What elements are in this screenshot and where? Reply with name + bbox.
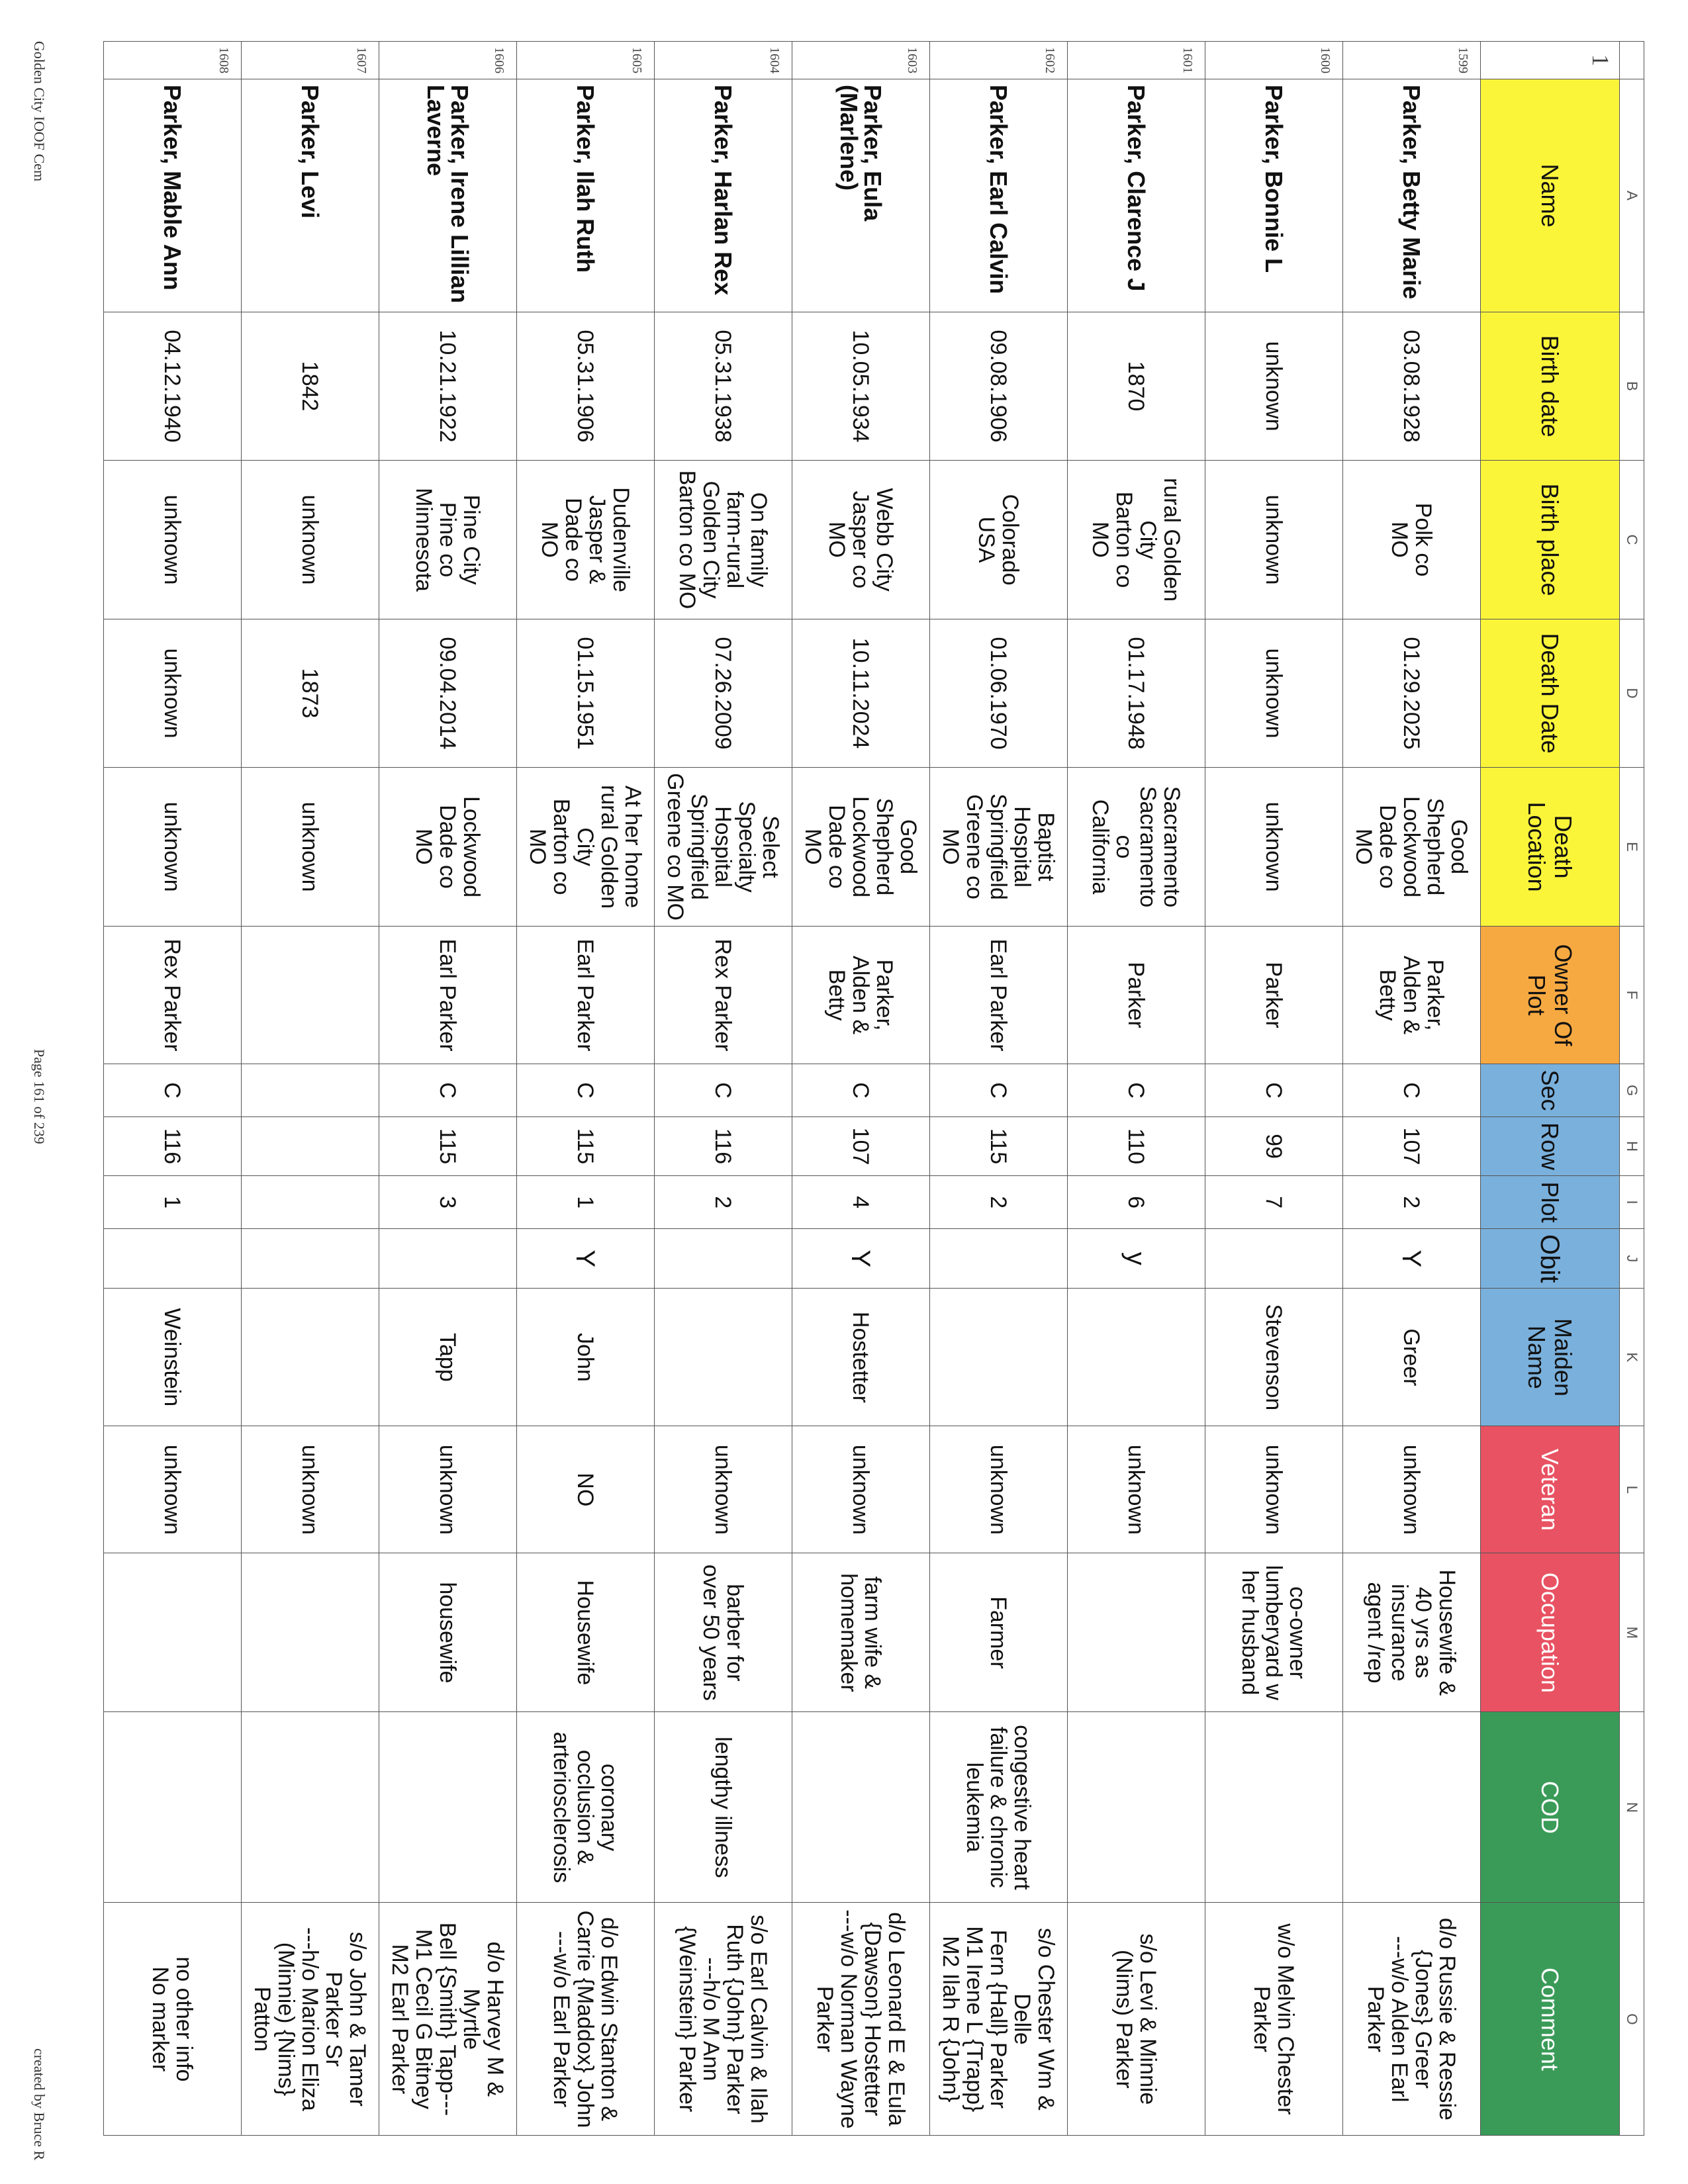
cell-death-date: 01.17.1948 — [1068, 619, 1205, 768]
cell-death-date: 10.11.2024 — [792, 619, 930, 768]
cell-name: Parker, Clarence J — [1068, 79, 1205, 312]
cell-occupation: Farmer — [930, 1553, 1068, 1712]
header-death-location: Death Location — [1481, 768, 1620, 927]
cell-birth-place: unknown — [1205, 461, 1343, 619]
cell-comment: d/o Edwin Stanton & Carrie {Maddox} John ---w/o Earl Parker — [517, 1903, 655, 2136]
cell-birth-place: On family farm-rural Golden City Barton co MO — [655, 461, 792, 619]
cell-cod — [104, 1712, 242, 1903]
cell-sec: C — [930, 1064, 1068, 1117]
column-letter-G: G — [1620, 1064, 1644, 1117]
cell-row: 107 — [792, 1117, 930, 1176]
column-letter-D: D — [1620, 619, 1644, 768]
cell-row: 99 — [1205, 1117, 1343, 1176]
cell-death-date: 09.04.2014 — [379, 619, 517, 768]
cell-maiden-name: John — [517, 1289, 655, 1426]
cell-owner-of-plot: Rex Parker — [104, 927, 242, 1064]
cell-maiden-name: Hostetter — [792, 1289, 930, 1426]
column-letter-C: C — [1620, 461, 1644, 619]
cell-occupation: housewife — [379, 1553, 517, 1712]
row-number-header: 1 — [1481, 42, 1620, 79]
cell-death-location: Baptist Hospital Springfield Greene co MO — [930, 768, 1068, 927]
cell-death-date: 01.29.2025 — [1343, 619, 1481, 768]
row-number: 1605 — [517, 42, 655, 79]
cell-plot: 7 — [1205, 1176, 1343, 1229]
page-number: Page 161 of 239 — [31, 1049, 48, 1144]
header-occupation: Occupation — [1481, 1553, 1620, 1712]
cell-plot: 6 — [1068, 1176, 1205, 1229]
cell-owner-of-plot: Parker — [1205, 927, 1343, 1064]
column-letter-row — [1620, 42, 1644, 2136]
cell-sec: C — [379, 1064, 517, 1117]
cell-sec: C — [517, 1064, 655, 1117]
cell-owner-of-plot: Parker, Alden & Betty — [792, 927, 930, 1064]
table-row — [792, 42, 930, 2136]
cell-birth-date: 10.05.1934 — [792, 312, 930, 461]
header-owner-of-plot: Owner Of Plot — [1481, 927, 1620, 1064]
cell-cod — [1343, 1712, 1481, 1903]
cell-obit — [104, 1229, 242, 1289]
cell-death-date: 01.15.1951 — [517, 619, 655, 768]
cell-plot: 1 — [517, 1176, 655, 1229]
cell-cod — [1205, 1712, 1343, 1903]
cell-death-location: Sacramento Sacramento co California — [1068, 768, 1205, 927]
cell-veteran: unknown — [930, 1426, 1068, 1553]
row-number: 1603 — [792, 42, 930, 79]
cell-name: Parker, Bonnie L — [1205, 79, 1343, 312]
row-number: 1600 — [1205, 42, 1343, 79]
cell-row: 115 — [517, 1117, 655, 1176]
row-number: 1599 — [1343, 42, 1481, 79]
header-sec: Sec — [1481, 1064, 1620, 1117]
cell-sec: C — [655, 1064, 792, 1117]
cell-veteran: unknown — [104, 1426, 242, 1553]
header-obit: Obit — [1481, 1229, 1620, 1289]
cell-death-date: unknown — [104, 619, 242, 768]
cell-sec — [242, 1064, 379, 1117]
header-comment: Comment — [1481, 1903, 1620, 2136]
column-letter-H: H — [1620, 1117, 1644, 1176]
cell-birth-place: unknown — [242, 461, 379, 619]
cell-occupation — [1068, 1553, 1205, 1712]
cell-comment: s/o Chester Wm & Delle Fern {Hall} Parker M1 Irene L {Trapp} M2 Ilah R {John} — [930, 1903, 1068, 2136]
cell-veteran: unknown — [655, 1426, 792, 1553]
cell-birth-date: 03.08.1928 — [1343, 312, 1481, 461]
cell-plot: 3 — [379, 1176, 517, 1229]
cell-obit — [379, 1229, 517, 1289]
cell-comment: d/o Harvey M & Myrtle Bell {Smith} Tapp--- M1 Cecil G Bitney M2 Earl Parker — [379, 1903, 517, 2136]
cell-owner-of-plot: Parker — [1068, 927, 1205, 1064]
header-veteran: Veteran — [1481, 1426, 1620, 1553]
cell-maiden-name: Stevenson — [1205, 1289, 1343, 1426]
cell-comment: d/o Russie & Ressie {Jones} Greer ---w/o Alden Earl Parker — [1343, 1903, 1481, 2136]
row-number: 1602 — [930, 42, 1068, 79]
cell-maiden-name — [1068, 1289, 1205, 1426]
column-letter-J: J — [1620, 1229, 1644, 1289]
header-row: Row — [1481, 1117, 1620, 1176]
cell-comment: no other info No marker — [104, 1903, 242, 2136]
table-row — [1068, 42, 1205, 2136]
cell-comment: d/o Leonard E & Eula {Dawson} Hostetter ---w/o Norman Wayne Parker — [792, 1903, 930, 2136]
cell-maiden-name — [242, 1289, 379, 1426]
cell-death-location: Good Shepherd Lockwood Dade co MO — [1343, 768, 1481, 927]
cell-birth-date: 1842 — [242, 312, 379, 461]
cell-obit: y — [1068, 1229, 1205, 1289]
cell-birth-place: Pine City Pine co Minnesota — [379, 461, 517, 619]
column-letter-A: A — [1620, 79, 1644, 312]
cell-obit: Y — [792, 1229, 930, 1289]
cell-owner-of-plot: Parker, Alden & Betty — [1343, 927, 1481, 1064]
cell-birth-date: 05.31.1906 — [517, 312, 655, 461]
row-number: 1604 — [655, 42, 792, 79]
column-letter-O: O — [1620, 1903, 1644, 2136]
cell-comment: s/o Levi & Minnie (Nims) Parker — [1068, 1903, 1205, 2136]
cell-occupation: farm wife & homemaker — [792, 1553, 930, 1712]
cell-death-location: Good Shepherd Lockwood Dade co MO — [792, 768, 930, 927]
cell-name: Parker, Eula (Marlene) — [792, 79, 930, 312]
column-letter-I: I — [1620, 1176, 1644, 1229]
cell-row: 116 — [655, 1117, 792, 1176]
cell-comment: s/o John & Tamer Parker Sr ---h/o Marion Eliza (Minnie) {Nims} Patton — [242, 1903, 379, 2136]
row-number: 1608 — [104, 42, 242, 79]
cell-owner-of-plot: Earl Parker — [930, 927, 1068, 1064]
cell-death-location: At her home rural Golden City Barton co MO — [517, 768, 655, 927]
cell-cod: coronary occlusion & arteriosclerosis — [517, 1712, 655, 1903]
cell-sec: C — [792, 1064, 930, 1117]
cell-obit: Y — [517, 1229, 655, 1289]
cell-name: Parker, Ilah Ruth — [517, 79, 655, 312]
table-row — [655, 42, 792, 2136]
table-row — [1343, 42, 1481, 2136]
cell-occupation: Housewife & 40 yrs as insurance agent /rep — [1343, 1553, 1481, 1712]
cell-obit: Y — [1343, 1229, 1481, 1289]
cell-birth-date: unknown — [1205, 312, 1343, 461]
header-maiden-name: Maiden Name — [1481, 1289, 1620, 1426]
cell-name: Parker, Betty Marie — [1343, 79, 1481, 312]
cell-cod — [1068, 1712, 1205, 1903]
cell-birth-date: 05.31.1938 — [655, 312, 792, 461]
cell-plot: 2 — [655, 1176, 792, 1229]
cell-obit — [242, 1229, 379, 1289]
header-plot: Plot — [1481, 1176, 1620, 1229]
cell-death-date: unknown — [1205, 619, 1343, 768]
cell-occupation: Housewife — [517, 1553, 655, 1712]
cell-owner-of-plot: Earl Parker — [379, 927, 517, 1064]
cell-maiden-name — [655, 1289, 792, 1426]
row-number: 1601 — [1068, 42, 1205, 79]
cell-obit — [655, 1229, 792, 1289]
cell-name: Parker, Earl Calvin — [930, 79, 1068, 312]
table-row — [104, 42, 242, 2136]
cell-veteran: unknown — [1068, 1426, 1205, 1553]
cell-row: 110 — [1068, 1117, 1205, 1176]
cell-name: Parker, Mable Ann — [104, 79, 242, 312]
cell-maiden-name — [930, 1289, 1068, 1426]
cell-plot: 2 — [1343, 1176, 1481, 1229]
cell-veteran: unknown — [379, 1426, 517, 1553]
cell-birth-date: 09.08.1906 — [930, 312, 1068, 461]
cell-death-date: 1873 — [242, 619, 379, 768]
cell-obit — [930, 1229, 1068, 1289]
cell-cod — [792, 1712, 930, 1903]
cell-veteran: NO — [517, 1426, 655, 1553]
cell-veteran: unknown — [1205, 1426, 1343, 1553]
column-letter-K: K — [1620, 1289, 1644, 1426]
cell-cod: congestive heart failure & chronic leukemia — [930, 1712, 1068, 1903]
cell-death-date: 01.06.1970 — [930, 619, 1068, 768]
cell-plot — [242, 1176, 379, 1229]
table-row — [930, 42, 1068, 2136]
header-cod: COD — [1481, 1712, 1620, 1903]
cell-name: Parker, Levi — [242, 79, 379, 312]
cell-cod — [379, 1712, 517, 1903]
cell-owner-of-plot: Rex Parker — [655, 927, 792, 1064]
footer-credit: created by Bruce R — [31, 2048, 48, 2161]
cell-row: 107 — [1343, 1117, 1481, 1176]
column-letter-E: E — [1620, 768, 1644, 927]
cell-owner-of-plot: Earl Parker — [517, 927, 655, 1064]
cell-veteran: unknown — [1343, 1426, 1481, 1553]
table-row — [1205, 42, 1343, 2136]
cell-comment: w/o Melvin Chester Parker — [1205, 1903, 1343, 2136]
cell-death-date: 07.26.2009 — [655, 619, 792, 768]
cell-row: 115 — [930, 1117, 1068, 1176]
cell-plot: 4 — [792, 1176, 930, 1229]
cell-owner-of-plot — [242, 927, 379, 1064]
cell-occupation — [242, 1553, 379, 1712]
cell-birth-date: 1870 — [1068, 312, 1205, 461]
header-row — [1481, 42, 1620, 2136]
cell-maiden-name: Greer — [1343, 1289, 1481, 1426]
cell-row: 115 — [379, 1117, 517, 1176]
column-letter-N: N — [1620, 1712, 1644, 1903]
cell-birth-place: rural Golden City Barton co MO — [1068, 461, 1205, 619]
column-letter-B: B — [1620, 312, 1644, 461]
cell-birth-place: Webb City Jasper co MO — [792, 461, 930, 619]
cell-sec: C — [104, 1064, 242, 1117]
cell-death-location: Lockwood Dade co MO — [379, 768, 517, 927]
cell-death-location: Select Specialty Hospital Springfield Greene co MO — [655, 768, 792, 927]
cell-row — [242, 1117, 379, 1176]
column-letter-L: L — [1620, 1426, 1644, 1553]
row-number: 1607 — [242, 42, 379, 79]
cell-cod: lengthy illness — [655, 1712, 792, 1903]
cell-obit — [1205, 1229, 1343, 1289]
cell-row: 116 — [104, 1117, 242, 1176]
row-number: 1606 — [379, 42, 517, 79]
footer-title: Golden City IOOF Cem — [31, 41, 48, 182]
cell-birth-place: Polk co MO — [1343, 461, 1481, 619]
cell-birth-place: Colorado USA — [930, 461, 1068, 619]
cell-maiden-name: Weinstein — [104, 1289, 242, 1426]
cell-veteran: unknown — [792, 1426, 930, 1553]
cell-veteran: unknown — [242, 1426, 379, 1553]
cell-birth-place: Dudenville Jasper & Dade co MO — [517, 461, 655, 619]
cell-death-location: unknown — [1205, 768, 1343, 927]
burial-records-table — [103, 41, 1644, 2136]
column-letter-F: F — [1620, 927, 1644, 1064]
cell-plot: 1 — [104, 1176, 242, 1229]
cell-occupation: co-owner lumberyard w her husband — [1205, 1553, 1343, 1712]
cell-plot: 2 — [930, 1176, 1068, 1229]
cell-occupation: barber for over 50 years — [655, 1553, 792, 1712]
cell-comment: s/o Earl Calvin & Ilah Ruth {John} Parker ---h/o M Ann {Weinstein} Parker — [655, 1903, 792, 2136]
table-row — [242, 42, 379, 2136]
cell-name: Parker, Irene Lillian Laverne — [379, 79, 517, 312]
header-death-date: Death Date — [1481, 619, 1620, 768]
cell-sec: C — [1068, 1064, 1205, 1117]
cell-birth-place: unknown — [104, 461, 242, 619]
corner-cell — [1620, 42, 1644, 79]
cell-birth-date: 10.21.1922 — [379, 312, 517, 461]
table-row — [379, 42, 517, 2136]
cell-sec: C — [1205, 1064, 1343, 1117]
column-letter-M: M — [1620, 1553, 1644, 1712]
header-name: Name — [1481, 79, 1620, 312]
table-row — [517, 42, 655, 2136]
cell-maiden-name: Tapp — [379, 1289, 517, 1426]
header-birth-place: Birth place — [1481, 461, 1620, 619]
cell-death-location: unknown — [104, 768, 242, 927]
cell-occupation — [104, 1553, 242, 1712]
cell-sec: C — [1343, 1064, 1481, 1117]
cell-birth-date: 04.12.1940 — [104, 312, 242, 461]
cell-name: Parker, Harlan Rex — [655, 79, 792, 312]
cell-death-location: unknown — [242, 768, 379, 927]
header-birth-date: Birth date — [1481, 312, 1620, 461]
cell-cod — [242, 1712, 379, 1903]
